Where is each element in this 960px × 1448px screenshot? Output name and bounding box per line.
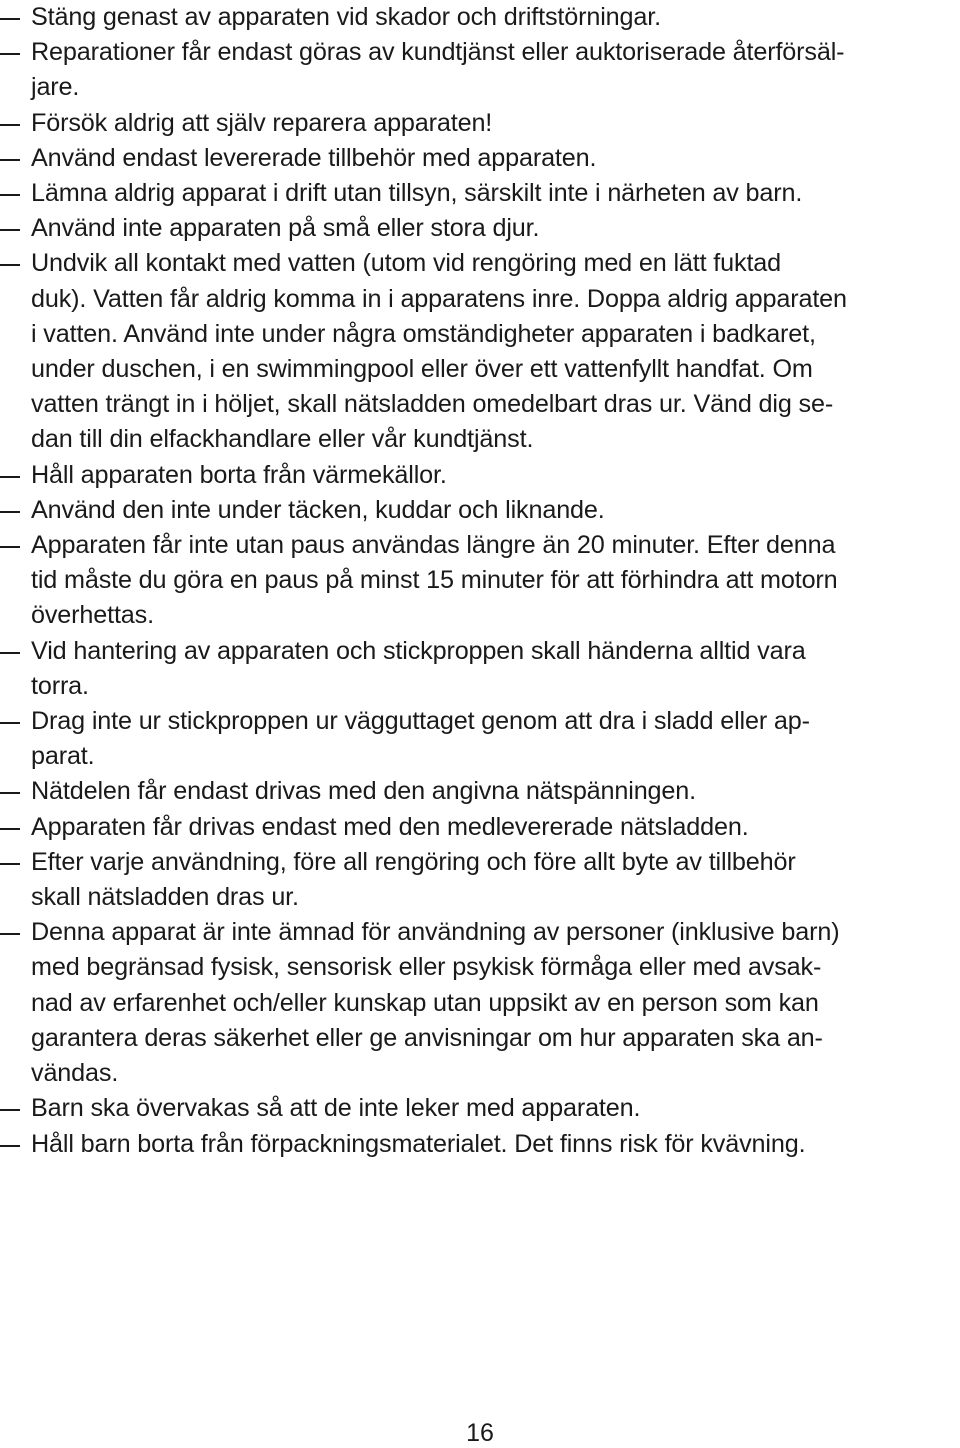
list-item-text: Reparationer får endast göras av kundtjänst eller auktoriserade återförsäl- jare. xyxy=(31,38,845,102)
list-item-text: Lämna aldrig apparat i drift utan tillsyn, särskilt inte i närheten av barn. xyxy=(31,179,803,208)
list-item xyxy=(0,458,950,493)
list-item xyxy=(0,634,950,704)
list-item xyxy=(0,35,950,105)
list-item xyxy=(0,704,950,774)
list-item-text: Håll apparaten borta från värmekällor. xyxy=(31,460,447,489)
list-item-text: Barn ska övervakas så att de inte leker med apparaten. xyxy=(31,1094,641,1123)
list-item xyxy=(0,810,950,845)
list-item-text: Apparaten får inte utan paus användas längre än 20 minuter. Efter denna tid måste du göra en paus på minst 15 minuter för att förhindra att motorn överhettas. xyxy=(31,531,838,630)
list-item-text: Denna apparat är inte ämnad för användning av personer (inklusive barn) med begränsad fysisk, sensorisk eller psykisk förmåga eller med avsak- nad av erfarenhet och/eller kunskap utan uppsikt av en person som kan garantera deras säkerhet eller ge anvisningar om hur apparaten ska an- vändas. xyxy=(31,918,840,1088)
list-item-text: Nätdelen får endast drivas med den angivna nätspänningen. xyxy=(31,777,696,806)
page-number: 16 xyxy=(466,1419,494,1447)
list-item-text: Använd inte apparaten på små eller stora djur. xyxy=(31,214,540,243)
list-item-text: Drag inte ur stickproppen ur vägguttaget genom att dra i sladd eller ap- parat. xyxy=(31,707,810,771)
list-item-text: Stäng genast av apparaten vid skador och driftstörningar. xyxy=(31,3,661,31)
list-item xyxy=(0,246,950,457)
list-item xyxy=(0,106,950,141)
list-item xyxy=(0,176,950,211)
list-item-text: Försök aldrig att själv reparera apparaten! xyxy=(31,108,493,137)
list-item-text: Håll barn borta från förpackningsmaterialet. Det finns risk för kvävning. xyxy=(31,1129,806,1158)
list-item xyxy=(0,774,950,809)
list-item xyxy=(0,845,950,915)
list-item xyxy=(0,1091,950,1126)
list-item xyxy=(0,141,950,176)
list-item-text: Använd den inte under täcken, kuddar och liknande. xyxy=(31,495,605,524)
list-item xyxy=(0,528,950,634)
list-item xyxy=(0,493,950,528)
list-item xyxy=(0,1127,950,1162)
list-item-text: Apparaten får drivas endast med den medlevererade nätsladden. xyxy=(31,812,749,841)
list-item xyxy=(0,211,950,246)
list-item xyxy=(0,915,950,1091)
list-item-text: Efter varje användning, före all rengöring och före allt byte av tillbehör skall nätsladden dras ur. xyxy=(31,847,796,912)
list-item-text: Vid hantering av apparaten och stickproppen skall händerna alltid vara torra. xyxy=(31,636,806,700)
list-item xyxy=(0,0,950,35)
list-item-text: Använd endast levererade tillbehör med apparaten. xyxy=(31,143,597,172)
list-item-text: Undvik all kontakt med vatten (utom vid rengöring med en lätt fuktad duk). Vatten får aldrig komma in i apparatens inre. Doppa aldrig apparaten i vatten. Använd inte under några omständigheter apparaten i badkaret, under duschen, i en swimmingpool eller över ett vattenfyllt handfat. Om vatten trängt in i höljet, skall nätsladden omedelbart dras ur. Vänd dig se- dan till din elfackhandlare eller vår kundtjänst. xyxy=(31,249,847,454)
